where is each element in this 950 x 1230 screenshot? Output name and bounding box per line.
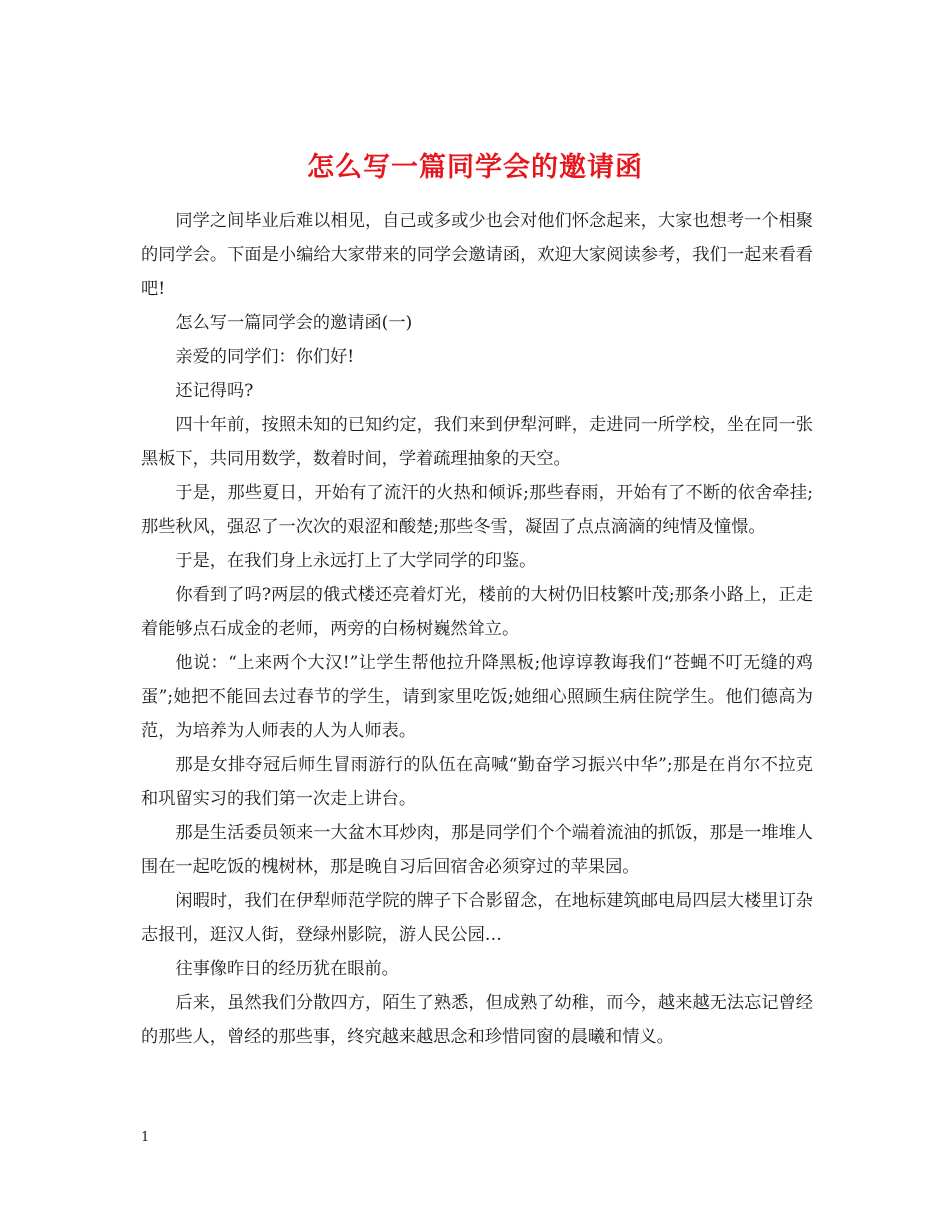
paragraph: 往事像昨日的经历犹在眼前。 [175, 959, 399, 979]
page-title: 怎么写一篇同学会的邀请函 [307, 152, 643, 184]
paragraph: 还记得吗? [175, 381, 254, 401]
paragraph: 你看到了吗?两层的俄式楼还亮着灯光，楼前的大树仍旧枝繁叶茂;那条小路上，正走着能够点石成金的老师，两旁的白杨树巍然耸立。 [141, 585, 813, 639]
paragraph-intro: 同学之间毕业后难以相见，自己或多或少也会对他们怀念起来，大家也想考一个相聚的同学会。下面是小编给大家带来的同学会邀请函，欢迎大家阅读参考，我们一起来看看吧! [141, 211, 813, 299]
paragraph: 于是，在我们身上永远打上了大学同学的印鉴。 [175, 551, 537, 571]
paragraph: 闲暇时，我们在伊犁师范学院的牌子下合影留念，在地标建筑邮电局四层大楼里订杂志报刊，逛汉人街，登绿州影院，游人民公园… [141, 891, 813, 945]
paragraph: 那是女排夺冠后师生冒雨游行的队伍在高喊“勤奋学习振兴中华”;那是在肖尔不拉克和巩留实习的我们第一次走上讲台。 [141, 755, 813, 809]
page-number: 1 [141, 1130, 150, 1145]
paragraph: 四十年前，按照未知的已知约定，我们来到伊犁河畔，走进同一所学校，坐在同一张黑板下，共同用数学，数着时间，学着疏理抽象的天空。 [141, 415, 813, 469]
paragraph: 他说：“上来两个大汉!”让学生帮他拉升降黑板;他谆谆教诲我们“苍蝇不叮无缝的鸡蛋”;她把不能回去过春节的学生，请到家里吃饭;她细心照顾生病住院学生。他们德高为范，为培养为人师表的人为人师表。 [141, 653, 813, 741]
paragraph: 于是，那些夏日，开始有了流汗的火热和倾诉;那些春雨，开始有了不断的依舍牵挂;那些秋风，强忍了一次次的艰涩和酸楚;那些冬雪，凝固了点点滴滴的纯情及憧憬。 [141, 483, 813, 537]
paragraph-section-heading: 怎么写一篇同学会的邀请函(一) [175, 313, 413, 333]
paragraph: 那是生活委员领来一大盆木耳炒肉，那是同学们个个端着流油的抓饭，那是一堆堆人围在一起吃饭的槐树林，那是晚自习后回宿舍必须穿过的苹果园。 [141, 823, 813, 877]
document-body [141, 204, 813, 1054]
paragraph: 后来，虽然我们分散四方，陌生了熟悉，但成熟了幼稚，而今，越来越无法忘记曾经的那些人，曾经的那些事，终究越来越思念和珍惜同窗的晨曦和情义。 [141, 993, 813, 1047]
paragraph-salutation: 亲爱的同学们：你们好! [175, 347, 355, 367]
